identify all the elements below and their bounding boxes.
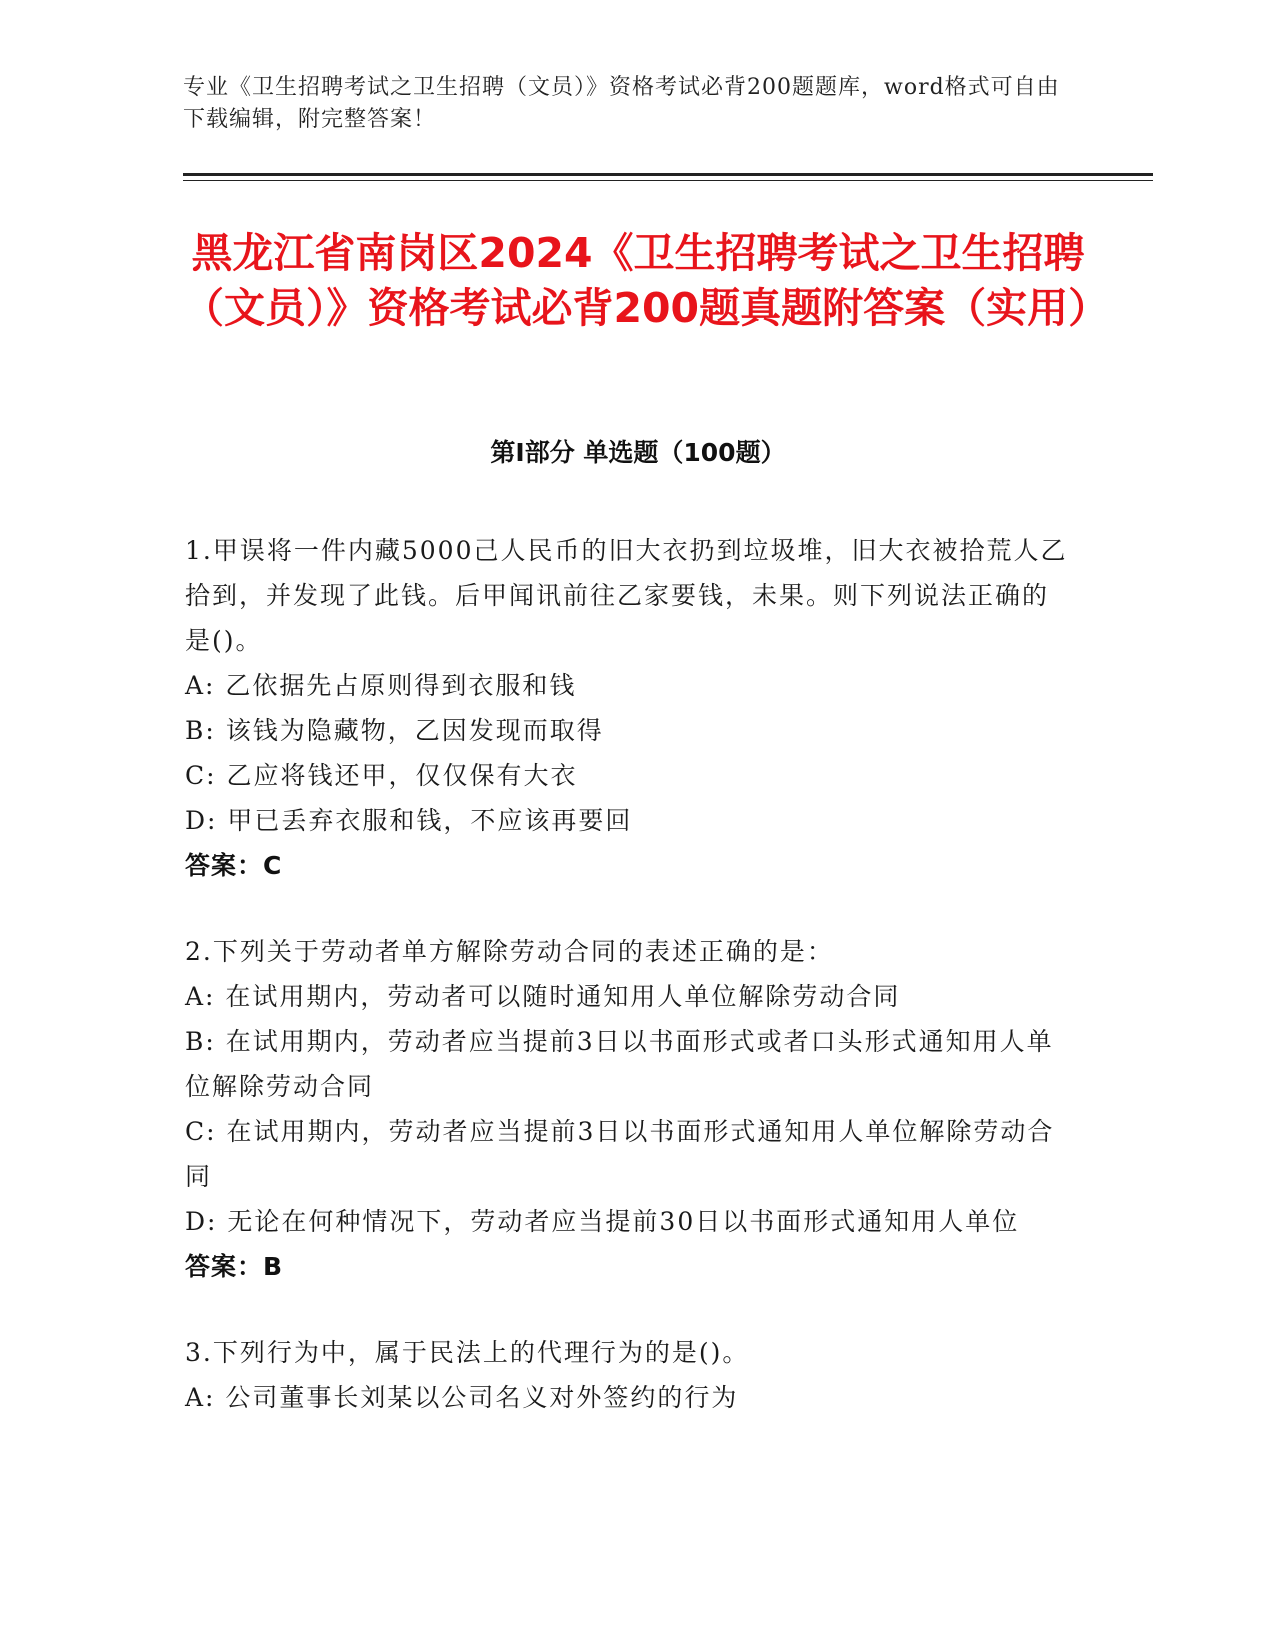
option-d: D: 无论在何种情况下，劳动者应当提前30日以书面形式通知用人单位 [185, 1207, 1020, 1236]
option-a: A: 公司董事长刘某以公司名义对外签约的行为 [185, 1383, 739, 1412]
answer-label: 答案：C [185, 851, 283, 880]
option-d: D: 甲已丢弃衣服和钱，不应该再要回 [185, 806, 633, 835]
header-note: 专业《卫生招聘考试之卫生招聘（文员）》资格考试必背200题题库，word格式可自由下载编辑，附完整答案！ [183, 75, 1060, 132]
question-2 [185, 929, 1075, 1289]
document-title: 黑龙江省南岗区2024《卫生招聘考试之卫生招聘（文员）》资格考试必背200题真题附答案（实用） [183, 229, 1110, 332]
option-c: C: 在试用期内，劳动者应当提前3日以书面形式通知用人单位解除劳动合同 [185, 1117, 1055, 1191]
header-divider-thin [183, 180, 1153, 181]
question-1 [185, 528, 1075, 888]
option-a: A: 乙依据先占原则得到衣服和钱 [185, 671, 577, 700]
section-title: 第I部分 单选题（100题） [490, 438, 786, 467]
option-b: B: 在试用期内，劳动者应当提前3日以书面形式或者口头形式通知用人单位解除劳动合同 [185, 1027, 1054, 1101]
question-3 [185, 1330, 1075, 1420]
header-divider [183, 173, 1153, 176]
question-stem: 2.下列关于劳动者单方解除劳动合同的表述正确的是： [185, 937, 834, 966]
question-stem: 1.甲误将一件内藏5000己人民币的旧大衣扔到垃圾堆，旧大衣被拾荒人乙拾到，并发现了此钱。后甲闻讯前往乙家要钱，未果。则下列说法正确的是()。 [185, 536, 1068, 655]
option-b: B: 该钱为隐藏物，乙因发现而取得 [185, 716, 604, 745]
answer-label: 答案：B [185, 1252, 284, 1281]
option-c: C: 乙应将钱还甲，仅仅保有大衣 [185, 761, 578, 790]
question-list [185, 528, 1075, 1420]
question-stem: 3.下列行为中，属于民法上的代理行为的是()。 [185, 1338, 750, 1367]
option-a: A: 在试用期内，劳动者可以随时通知用人单位解除劳动合同 [185, 982, 901, 1011]
